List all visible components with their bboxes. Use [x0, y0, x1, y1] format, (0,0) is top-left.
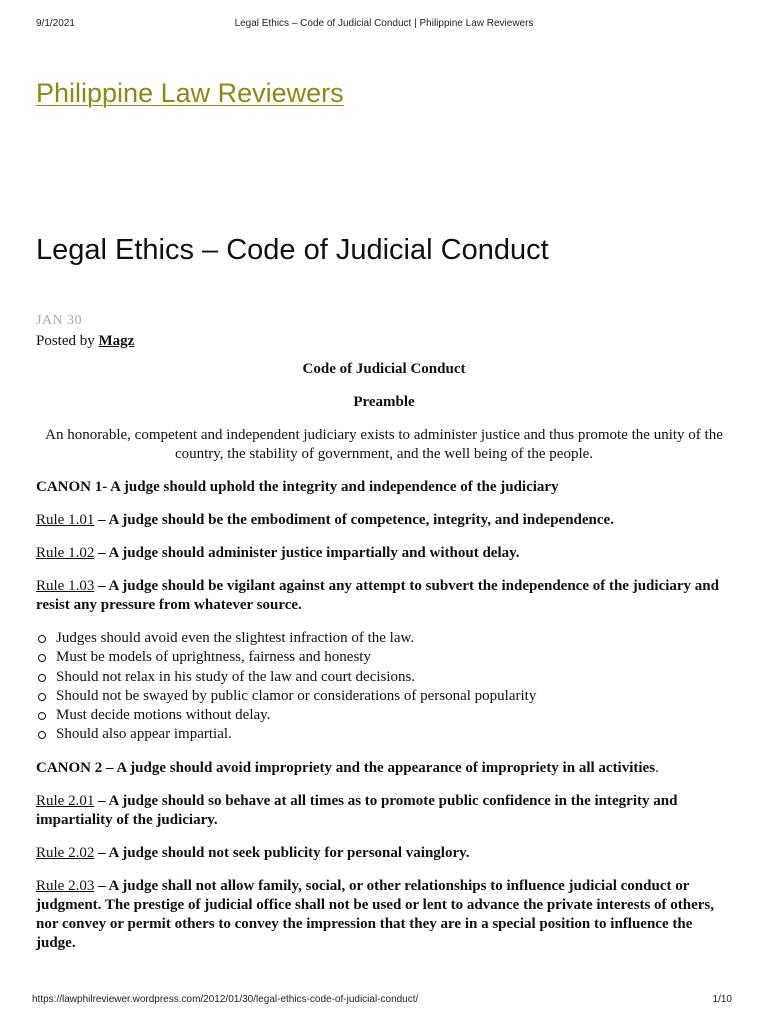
post-author-line [36, 333, 134, 350]
posted-by-label: Posted by [36, 333, 99, 349]
rule-1-03-link[interactable]: Rule 1.03 [36, 578, 95, 594]
circle-bullet-icon [38, 674, 46, 682]
rule-2-03-text: – A judge shall not allow family, social, or other relationships to influence judicial conduct or judgment. The prestige of judicial office shall not be used or lent to advance the private interests of others, nor convey or permit others to convey the impression that they are in a special position to influence the judge. [36, 877, 715, 951]
post-title: Legal Ethics – Code of Judicial Conduct [36, 234, 549, 266]
rule-1-03-text: – A judge should be vigilant against any attempt to subvert the independence of the judiciary and resist any pressure from whatever source. [36, 578, 719, 613]
preamble-text: An honorable, competent and independent judiciary exists to administer justice and thus promote the unity of the country, the stability of government, and the well being of the people. [45, 427, 723, 462]
list-item [56, 668, 732, 687]
canon-2-text: CANON 2 – A judge should avoid impropriety and the appearance of impropriety in all activities [36, 759, 656, 776]
list-item-text: Should also appear impartial. [56, 726, 232, 743]
list-item-text: Must decide motions without delay. [56, 707, 271, 724]
code-heading: Code of Judicial Conduct [302, 361, 466, 377]
list-item-text: Judges should avoid even the slightest infraction of the law. [56, 630, 415, 646]
post-content [36, 360, 732, 967]
circle-bullet-icon [38, 731, 46, 739]
preamble-heading: Preamble [353, 394, 415, 410]
rule-1-01 [36, 511, 732, 530]
canon-1: CANON 1- A judge should uphold the integrity and independence of the judiciary [36, 479, 559, 495]
rule-1-02-text: – A judge should administer justice impartially and without delay. [94, 545, 520, 561]
rule-2-03 [36, 877, 732, 953]
site-title-link[interactable]: Philippine Law Reviewers [36, 78, 344, 108]
print-footer [32, 994, 732, 1008]
print-page-number: 1/10 [712, 994, 732, 1005]
print-page-title: Legal Ethics – Code of Judicial Conduct | Philippine Law Reviewers [234, 18, 534, 29]
list-item-text: Must be models of uprightness, fairness and honesty [56, 649, 371, 666]
rule-1-03 [36, 577, 732, 615]
list-item [56, 706, 732, 725]
rule-2-02 [36, 844, 732, 863]
rule-2-02-text: – A judge should not seek publicity for personal vainglory. [94, 844, 470, 861]
print-url: https://lawphilreviewer.wordpress.com/2012/01/30/legal-ethics-code-of-judicial-conduct/ [32, 994, 419, 1005]
author-link[interactable]: Magz [98, 333, 135, 349]
list-item-text: Should not relax in his study of the law and court decisions. [56, 668, 416, 685]
rule-1-01-text: – A judge should be the embodiment of competence, integrity, and independence. [94, 512, 614, 528]
circle-bullet-icon [38, 693, 46, 701]
list-item [56, 687, 732, 706]
print-date: 9/1/2021 [36, 18, 75, 29]
rule-2-03-link[interactable]: Rule 2.03 [36, 877, 95, 894]
rule-2-02-link[interactable]: Rule 2.02 [36, 844, 95, 861]
circle-bullet-icon [38, 712, 46, 720]
rule-1-02-link[interactable]: Rule 1.02 [36, 545, 95, 561]
canon-2-period: . [655, 759, 659, 776]
rule-1-01-link[interactable]: Rule 1.01 [36, 512, 95, 528]
list-item [56, 629, 732, 648]
list-item-text: Should not be swayed by public clamor or considerations of personal popularity [56, 687, 537, 704]
list-item [56, 725, 732, 744]
circle-bullet-icon [38, 654, 46, 662]
list-item [56, 648, 732, 667]
print-header [36, 18, 732, 32]
rule-1-03-notes [36, 629, 732, 745]
rule-2-01-text: – A judge should so behave at all times as to promote public confidence in the integrity and impartiality of the judiciary. [36, 792, 678, 828]
rule-1-02 [36, 544, 732, 563]
circle-bullet-icon [38, 635, 46, 643]
canon-2 [36, 759, 732, 778]
rule-2-01-link[interactable]: Rule 2.01 [36, 792, 95, 809]
rule-2-01 [36, 792, 732, 830]
post-date: JAN 30 [36, 313, 83, 328]
